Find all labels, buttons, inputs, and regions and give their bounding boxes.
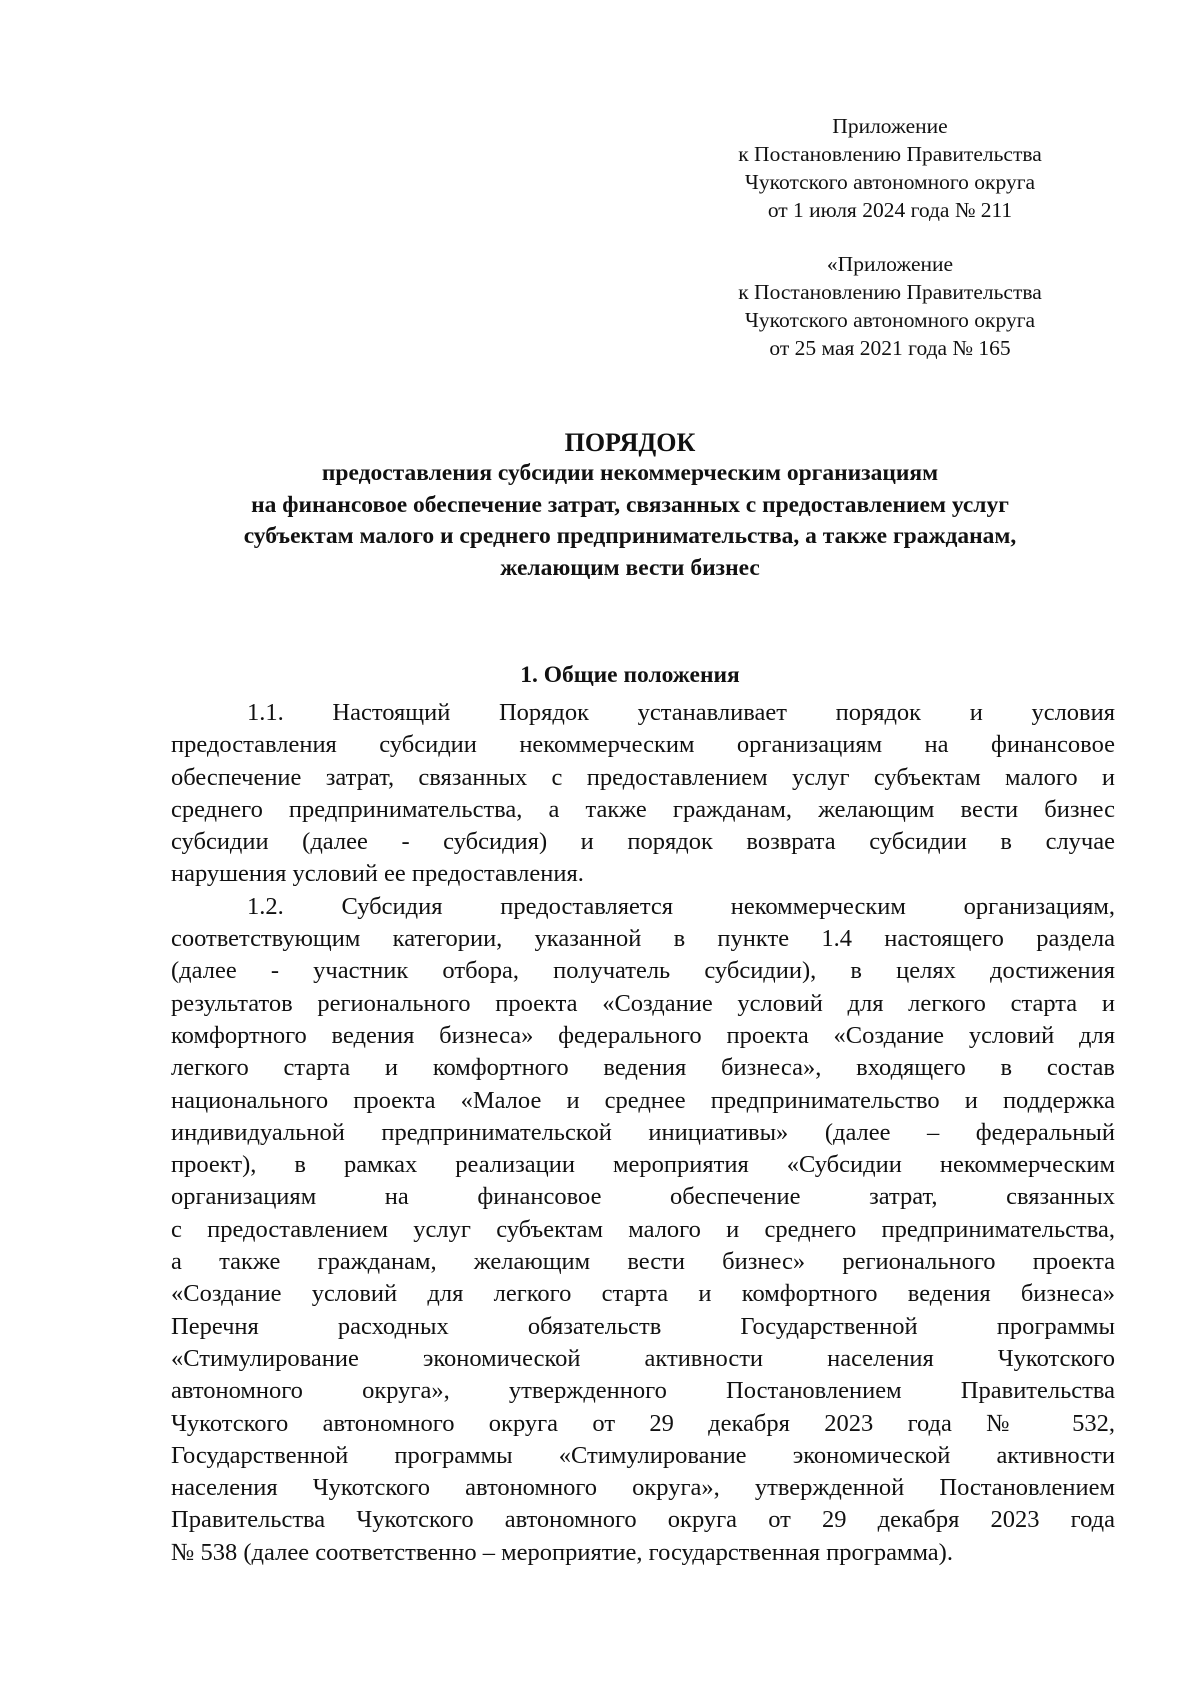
paragraph-line: проект), в рамках реализации мероприятия «Субсидии некоммерческим: [171, 1151, 1115, 1179]
paragraph-line: субсидии (далее - субсидия) и порядок возврата субсидии в случае: [171, 828, 1115, 856]
document-title: ПОРЯДОК: [564, 428, 696, 457]
paragraph-line: Перечня расходных обязательств Государственной программы: [171, 1312, 1115, 1340]
paragraph-line: а также гражданам, желающим вести бизнес» регионального проекта: [171, 1248, 1115, 1276]
paragraph-line: предоставления субсидии некоммерческим организациям на финансовое: [171, 731, 1115, 759]
approval-stamp-current: [690, 112, 1090, 224]
approval-line: к Постановлению Правительства: [738, 142, 1042, 166]
paragraph-line: Чукотского автономного округа от 29 декабря 2023 года № 532,: [171, 1409, 1115, 1437]
approval-stamp-original: [690, 250, 1090, 362]
document-subtitle-line: предоставления субсидии некоммерческим организациям: [321, 460, 939, 486]
paragraph-line: Государственной программы «Стимулирование экономической активности: [171, 1441, 1115, 1469]
document-title-block: [160, 426, 1100, 584]
paragraph-line: комфортного ведения бизнеса» федерального проекта «Создание условий для: [171, 1021, 1115, 1049]
paragraph-line: соответствующим категории, указанной в пункте 1.4 настоящего раздела: [171, 925, 1115, 953]
approval-line: от 25 мая 2021 года № 165: [769, 336, 1011, 360]
paragraph-line: «Стимулирование экономической активности населения Чукотского: [171, 1344, 1115, 1372]
document-subtitle-line: субъектам малого и среднего предпринимательства, а также гражданам,: [243, 523, 1017, 549]
document-subtitle-line: желающим вести бизнес: [500, 554, 760, 581]
paragraph-line: организациям на финансовое обеспечение затрат, связанных: [171, 1183, 1115, 1211]
paragraph-line: (далее - участник отбора, получатель субсидии), в целях достижения: [171, 957, 1115, 985]
paragraph-line: населения Чукотского автономного округа», утвержденной Постановлением: [171, 1474, 1115, 1502]
approval-line: к Постановлению Правительства: [738, 280, 1042, 304]
approval-line: Чукотского автономного округа: [744, 170, 1036, 194]
document-subtitle-line: на финансовое обеспечение затрат, связанных с предоставлением услуг: [251, 491, 1009, 518]
paragraph-line: национального проекта «Малое и среднее предпринимательство и поддержка: [171, 1086, 1115, 1114]
paragraph-line: «Создание условий для легкого старта и комфортного ведения бизнеса»: [171, 1280, 1115, 1308]
paragraph-line: 1.2. Субсидия предоставляется некоммерческим организациям,: [247, 892, 1115, 920]
approval-line: Чукотского автономного округа: [744, 308, 1036, 332]
approval-line: «Приложение: [826, 252, 954, 276]
paragraph-line: обеспечение затрат, связанных с предоставлением услуг субъектам малого и: [171, 763, 1115, 791]
paragraph-line: Правительства Чукотского автономного округа от 29 декабря 2023 года: [171, 1506, 1115, 1534]
section-body: [171, 697, 1115, 1569]
paragraph-line: среднего предпринимательства, а также гражданам, желающим вести бизнес: [171, 795, 1115, 823]
paragraph-line: нарушения условий ее предоставления.: [171, 860, 584, 888]
paragraph-line: результатов регионального проекта «Создание условий для легкого старта и: [171, 989, 1115, 1017]
section-heading: 1. Общие положения: [520, 662, 740, 688]
paragraph-line: легкого старта и комфортного ведения бизнеса», входящего в состав: [171, 1054, 1115, 1082]
paragraph-line: автономного округа», утвержденного Постановлением Правительства: [171, 1377, 1115, 1405]
approval-line: от 1 июля 2024 года № 211: [767, 198, 1013, 222]
paragraph-line: № 538 (далее соответственно – мероприятие, государственная программа).: [171, 1538, 953, 1566]
paragraph-line: 1.1. Настоящий Порядок устанавливает порядок и условия: [247, 699, 1115, 726]
paragraph-line: индивидуальной предпринимательской инициативы» (далее – федеральный: [171, 1118, 1115, 1146]
approval-line: Приложение: [832, 114, 948, 138]
paragraph-line: с предоставлением услуг субъектам малого и среднего предпринимательства,: [171, 1215, 1115, 1243]
